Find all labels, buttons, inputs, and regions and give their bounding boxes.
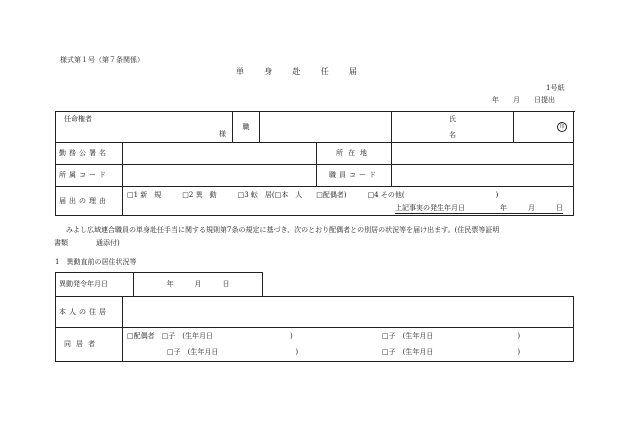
seal-icon: 印 <box>557 122 567 132</box>
submission-date: 年 月 日提出 <box>492 96 555 104</box>
title-char: 身 <box>264 67 273 76</box>
dept-code-field[interactable] <box>123 165 317 187</box>
form-label: 様式第１号（第７条関係） <box>60 56 144 64</box>
office-field[interactable] <box>123 143 317 165</box>
appointer-cell[interactable] <box>56 112 233 143</box>
cohabitant-label: 同居者 <box>56 328 123 362</box>
form-title <box>236 68 375 76</box>
transfer-date-label: 異動発令年月日 <box>56 273 134 297</box>
title-char: 任 <box>320 67 329 76</box>
cohabitant-row2-left[interactable]: □子 (生年月日 ) <box>167 348 299 356</box>
residence-label: 本人の住居 <box>56 297 123 328</box>
staff-code-label: 職員コード <box>317 165 392 187</box>
cohabitant-row2-right[interactable]: □子 (生年月日 ) <box>382 348 521 356</box>
name-label-cell <box>392 112 514 143</box>
sama-label: 様 <box>219 130 226 138</box>
transfer-date-field[interactable]: 年 月 日 <box>134 273 263 297</box>
job-field[interactable] <box>260 112 392 143</box>
reason-label: 届出の理由 <box>56 187 123 216</box>
job-label: 職 <box>233 112 260 143</box>
name-label-bottom: 名 <box>449 130 457 139</box>
cohabitant-row1-right[interactable]: □子 (生年月日 ) <box>382 332 521 340</box>
cohabitant-row1-left[interactable]: □配偶者 □子 (生年月日 ) <box>127 332 293 340</box>
occurrence-date[interactable]: 上記事実の発生年月日 年 月 日 <box>395 204 564 212</box>
staff-code-field[interactable] <box>392 165 574 187</box>
sheet-label: 1号紙 <box>546 84 565 92</box>
dept-code-label: 所属コード <box>56 165 123 187</box>
address-label: 所在地 <box>317 143 392 165</box>
residence-table <box>55 296 574 362</box>
cohabitant-cell[interactable] <box>123 328 574 362</box>
title-char: 単 <box>236 67 244 76</box>
name-field[interactable] <box>514 112 574 143</box>
name-label-top: 氏 <box>449 114 457 123</box>
statement-text: みよし広域連合職員の単身赴任手当に関する規則第7条の規定に基づき、次のとおり配偶者との別居の状況等を届け出ます。(住民票等証明 <box>66 226 500 234</box>
appointer-label: 任命権者 <box>64 115 92 123</box>
transfer-date-table <box>55 272 263 297</box>
section-title: 1 異動直前の居住状況等 <box>55 258 137 266</box>
office-label: 勤務公署名 <box>56 143 123 165</box>
address-field[interactable] <box>392 143 574 165</box>
statement-text-cont: 書類 通添付) <box>54 239 120 247</box>
applicant-table <box>55 111 574 216</box>
residence-field[interactable] <box>123 297 574 328</box>
title-char: 赴 <box>292 67 301 76</box>
reason-cell[interactable] <box>123 187 574 216</box>
reason-options[interactable]: □1 新 規 □2 異 動 □3 転 居(□本 人 □配偶者) □4 その他( ) <box>127 191 499 199</box>
title-char: 届 <box>348 67 357 76</box>
